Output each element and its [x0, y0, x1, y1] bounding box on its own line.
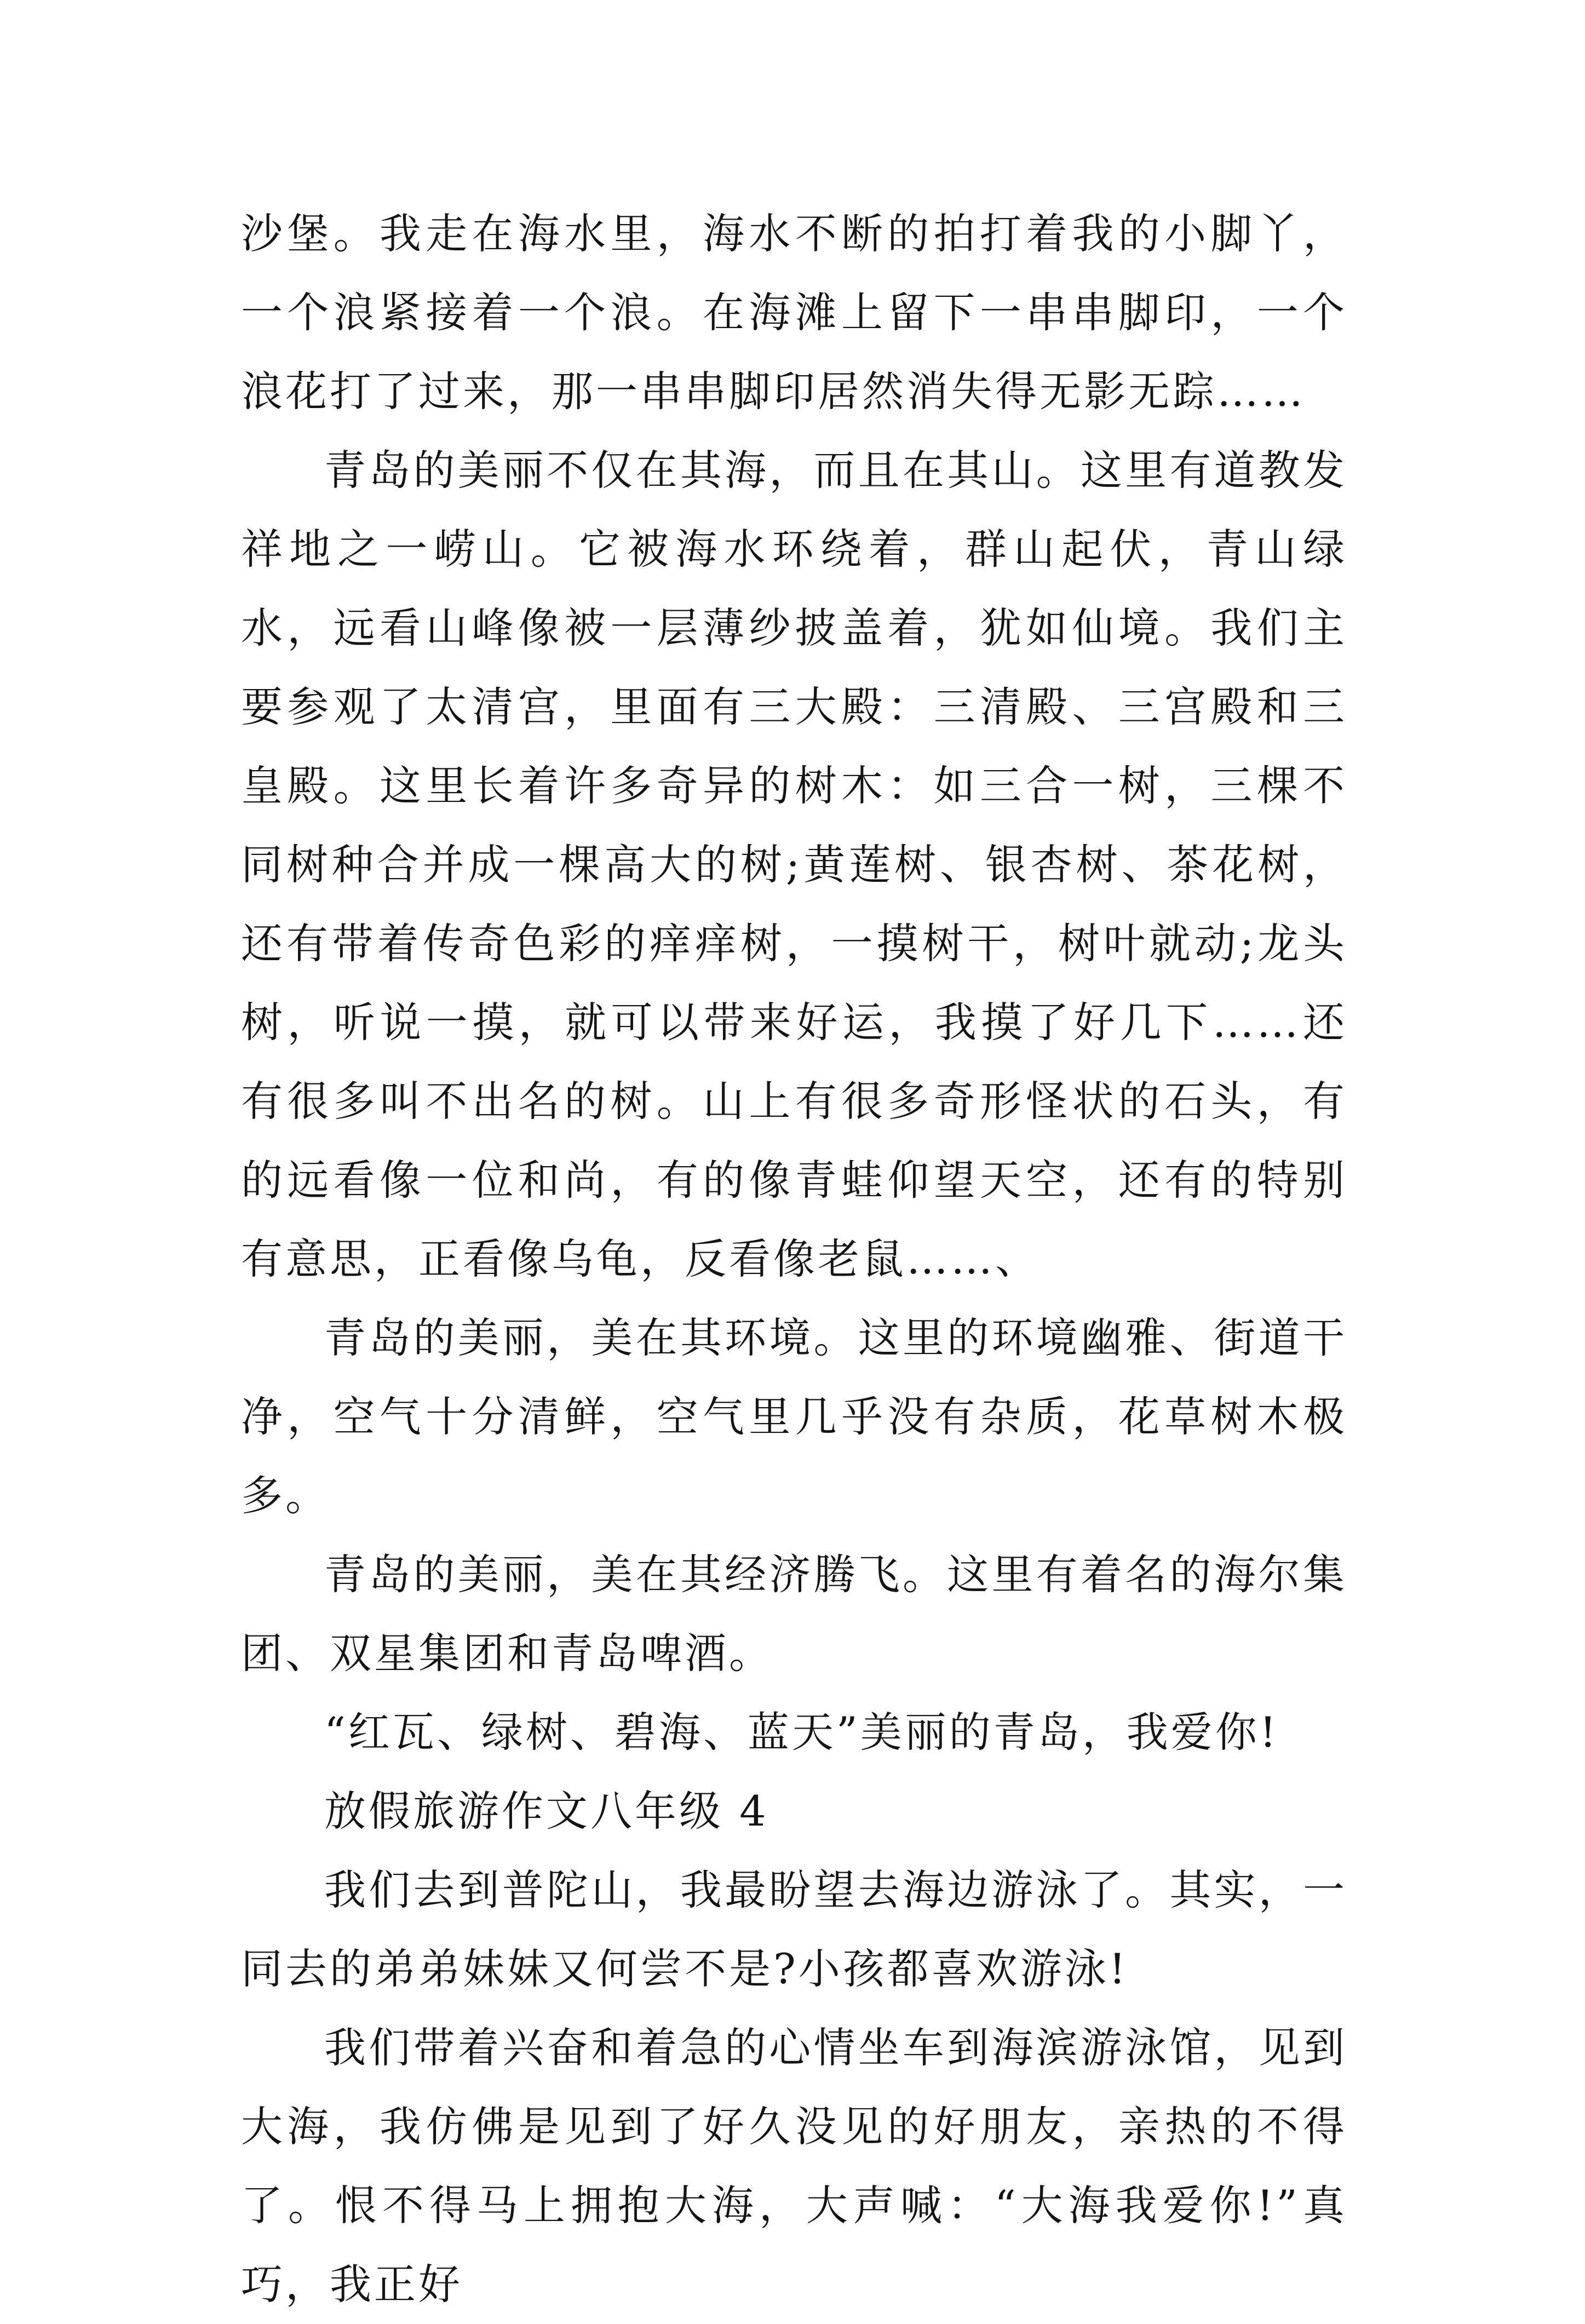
section-heading: 放假旅游作文八年级 4: [324, 1787, 769, 1835]
paragraph-laoshan: 青岛的美丽不仅在其海，而且在其山。这里有道教发祥地之一崂山。它被海水环绕着，群山起伏，青山绿水，远看山峰像被一层薄纱披盖着，犹如仙境。我们主要参观了太清宫，里面有三大殿：三清殿、三宫殿和三皇殿。这里长着许多奇异的树木：如三合一树，三棵不同树种合并成一棵高大的树;黄莲树、银杏树、茶花树，还有带着传奇色彩的痒痒树，一摸树干，树叶就动;龙头树，听说一摸，就可以带来好运，我摸了好几下……还有很多叫不出名的树。山上有很多奇形怪状的石头，有的远看像一位和尚，有的像青蛙仰望天空，还有的特别有意思，正看像乌龟，反看像老鼠……、: [241, 446, 1347, 1283]
paragraph-slogan: “红瓦、绿树、碧海、蓝天”美丽的青岛，我爱你!: [324, 1708, 1279, 1757]
paragraph-economy: 青岛的美丽，美在其经济腾飞。这里有着名的海尔集团、双星集团和青岛啤酒。: [241, 1550, 1347, 1678]
document-body: [241, 194, 1347, 2324]
paragraph-putuoshan: 我们去到普陀山，我最盼望去海边游泳了。其实，一同去的弟弟妹妹又何尝不是?小孩都喜欢游泳!: [241, 1866, 1347, 1993]
paragraph-environment: 青岛的美丽，美在其环境。这里的环境幽雅、街道干净，空气十分清鲜，空气里几乎没有杂质，花草树木极多。: [241, 1313, 1347, 1520]
paragraph-swimming: 我们带着兴奋和着急的心情坐车到海滨游泳馆，见到大海，我仿佛是见到了好久没见的好朋友，亲热的不得了。恨不得马上拥抱大海，大声喊：“大海我爱你!”真巧，我正好: [241, 2023, 1347, 2309]
paragraph-continuation: 沙堡。我走在海水里，海水不断的拍打着我的小脚丫，一个浪紧接着一个浪。在海滩上留下一串串脚印，一个浪花打了过来，那一串串脚印居然消失得无影无踪……: [241, 209, 1347, 416]
